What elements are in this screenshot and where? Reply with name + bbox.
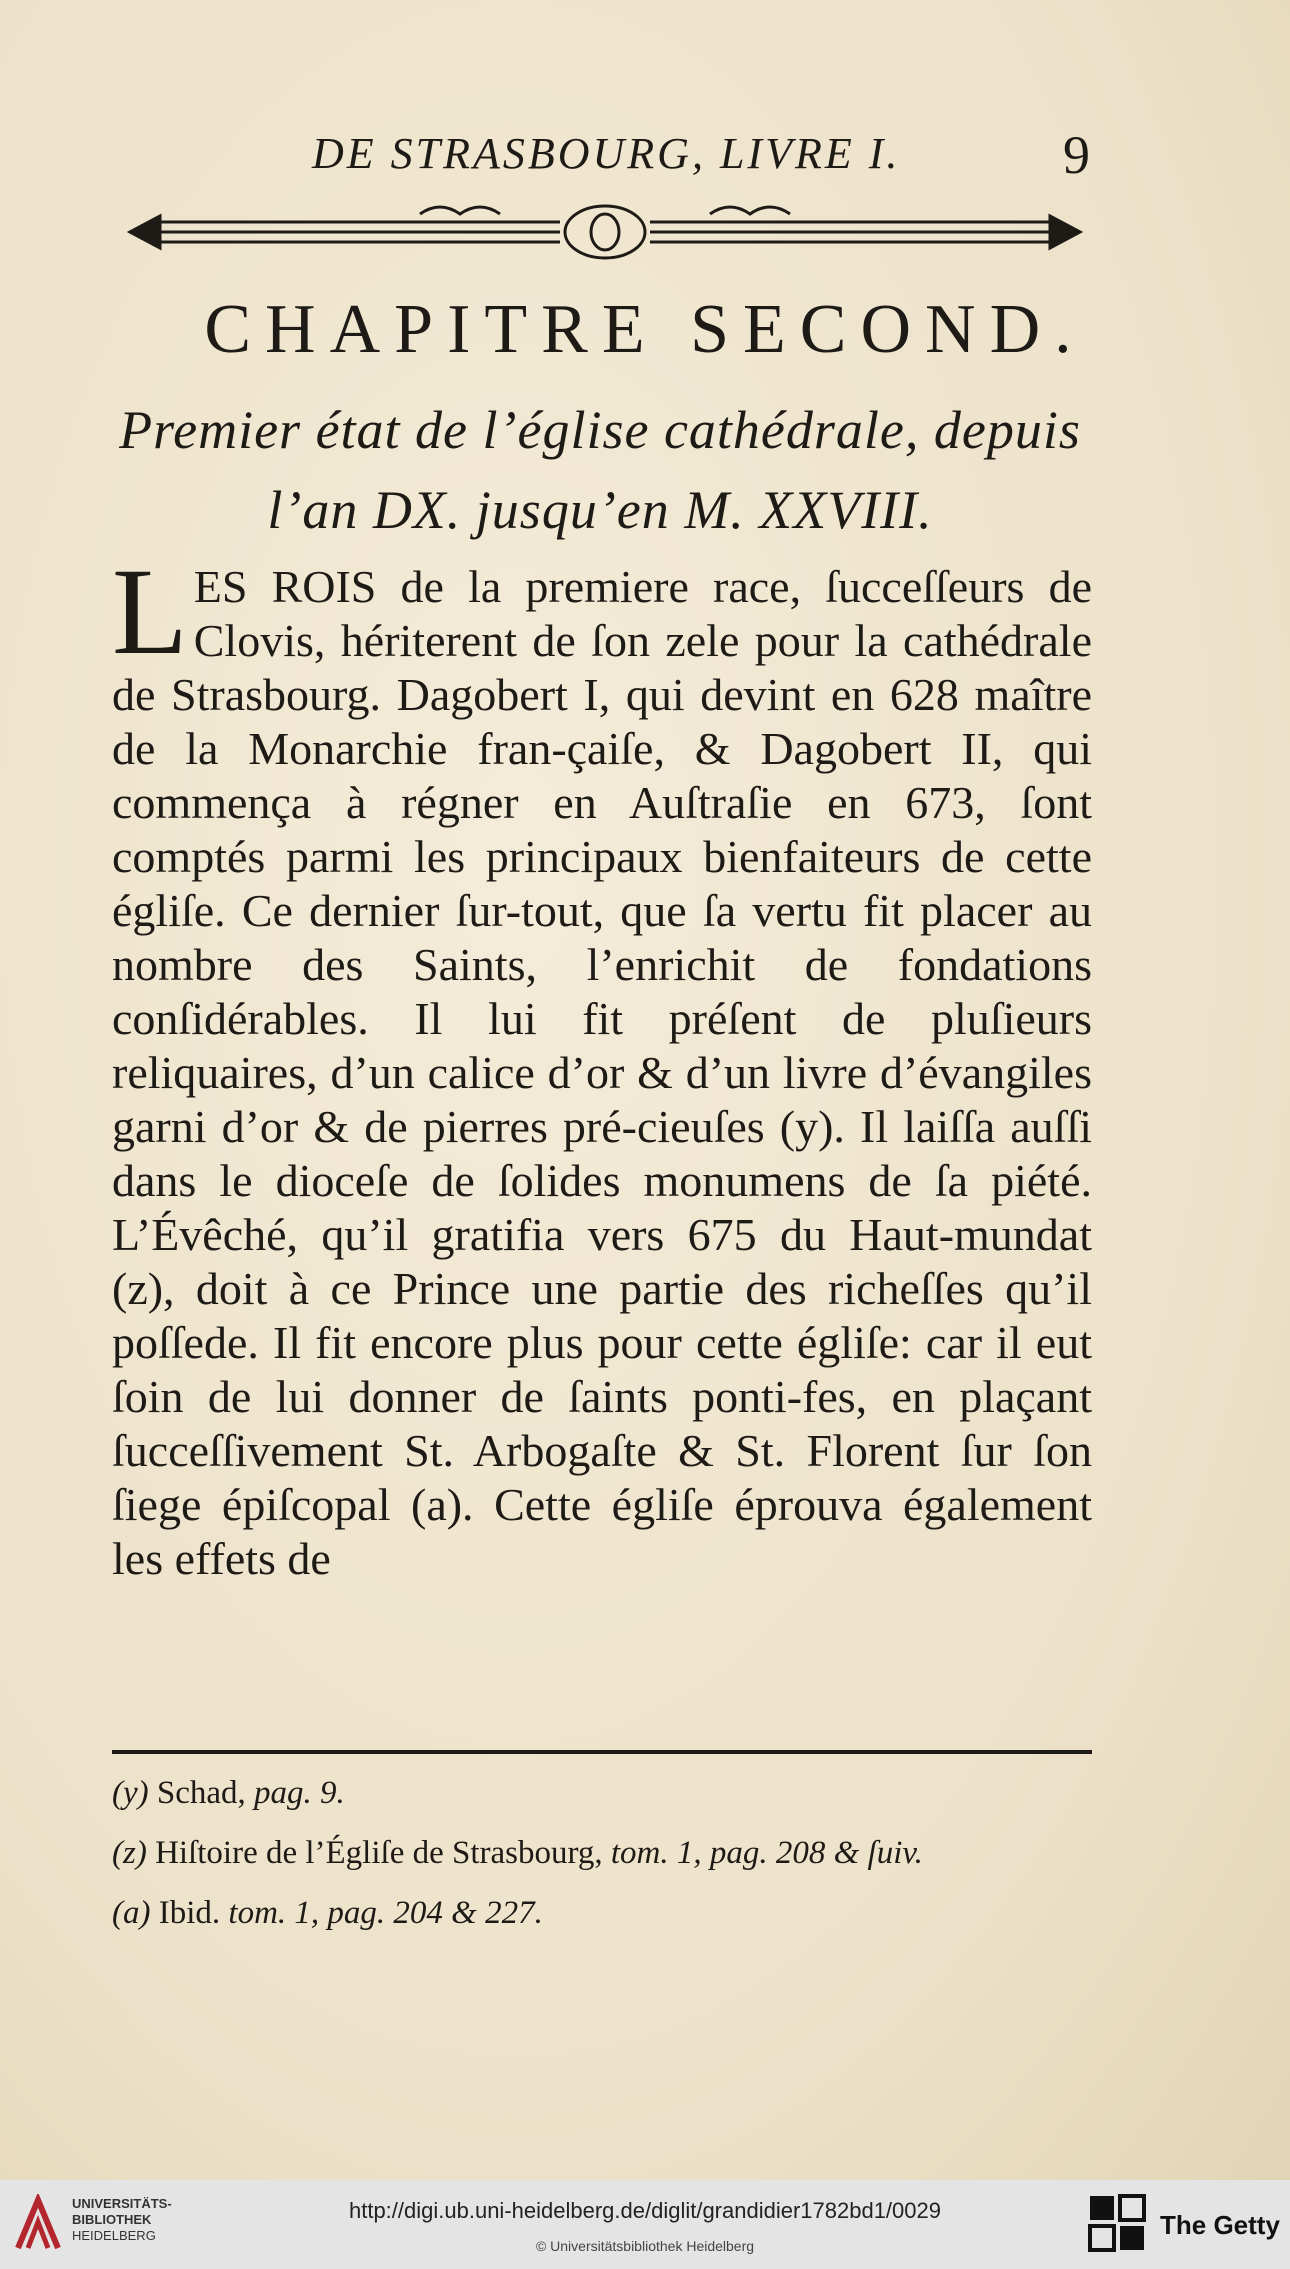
chapter-subtitle	[100, 390, 1100, 550]
sponsor-name[interactable]: The Getty	[1160, 2210, 1280, 2240]
copyright-notice: © Universitätsbibliothek Heidelberg	[535, 2238, 755, 2254]
library-name[interactable]: UNIVERSITÄTS- BIBLIOTHEK HEIDELBERG	[72, 2196, 172, 2243]
body-text: ES ROIS de la premiere race, ſucceſſeurs de Clovis, hériterent de ſon zele pour la cathédrale de Strasbourg. Dagobert I, qui devint en 628 maître de la Monarchie fran-çaiſe, & Dagobert II, qui commença à régner en Auſtraſie en 673, ſont comptés parmi les principaux bienfaiteurs de cette égliſe. Ce dernier ſur-tout, que ſa vertu fit placer au nombre des Saints, l’enrichit de fondations conſidérables. Il lui fit préſent de pluſieurs reliquaires, d’un calice d’or & d’un livre d’évangiles garni d’or & de pierres pré-cieuſes (y). Il laiſſa auſſi dans le dioceſe de ſolides monumens de ſa piété. L’Évêché, qu’il gratifia vers 675 du Haut-mundat (z), doit à ce Prince une partie des richeſſes qu’il poſſede. Il fit encore plus pour cette égliſe: car il eut ſoin de lui donner de ſaints ponti-fes, en plaçant ſucceſſivement St. Arbogaſte & St. Florent ſur ſon ſiege épiſcopal (a). Cette égliſe éprouva également les effets de	[112, 561, 1092, 1584]
chapter-subtitle-line-2: l’an DX. jusqu’en M. XXVIII.	[267, 480, 933, 540]
running-title: DE STRASBOURG, LIVRE I.	[312, 129, 901, 178]
footnote-reference: tom. 1, pag. 208 & ſuiv.	[610, 1835, 923, 1871]
footnote-reference: tom. 1, pag. 204 & 227.	[228, 1895, 543, 1931]
footnote-text: Hiſtoire de l’Égliſe de Strasbourg,	[155, 1835, 603, 1871]
footnote	[112, 1892, 1092, 1934]
page-number: 9	[1063, 125, 1090, 185]
getty-logo-icon[interactable]	[1086, 2192, 1150, 2256]
footnote-divider	[112, 1750, 1092, 1754]
ornamental-divider	[120, 196, 1090, 266]
footnote-text: Schad,	[156, 1775, 246, 1811]
footnote	[112, 1772, 1092, 1814]
drop-cap: L	[112, 543, 188, 680]
footnote-mark: (y)	[112, 1775, 149, 1811]
running-head	[300, 118, 1160, 188]
footnote-mark: (z)	[112, 1835, 147, 1871]
footnote	[112, 1832, 1092, 1874]
footnote-text: Ibid.	[158, 1895, 221, 1931]
footnote-mark: (a)	[112, 1895, 151, 1931]
viewer-footer	[0, 2180, 1290, 2269]
footnote-reference: pag. 9.	[254, 1775, 345, 1811]
body-paragraph	[112, 543, 1092, 1586]
chapter-title: CHAPITRE SECOND.	[204, 291, 1086, 368]
chapter-subtitle-line-1: Premier état de l’église cathédrale, depuis	[119, 400, 1081, 460]
footnotes	[112, 1772, 1092, 1952]
page-url-link[interactable]: http://digi.ub.uni-heidelberg.de/diglit/grandidier1782bd1/0029	[348, 2198, 941, 2223]
